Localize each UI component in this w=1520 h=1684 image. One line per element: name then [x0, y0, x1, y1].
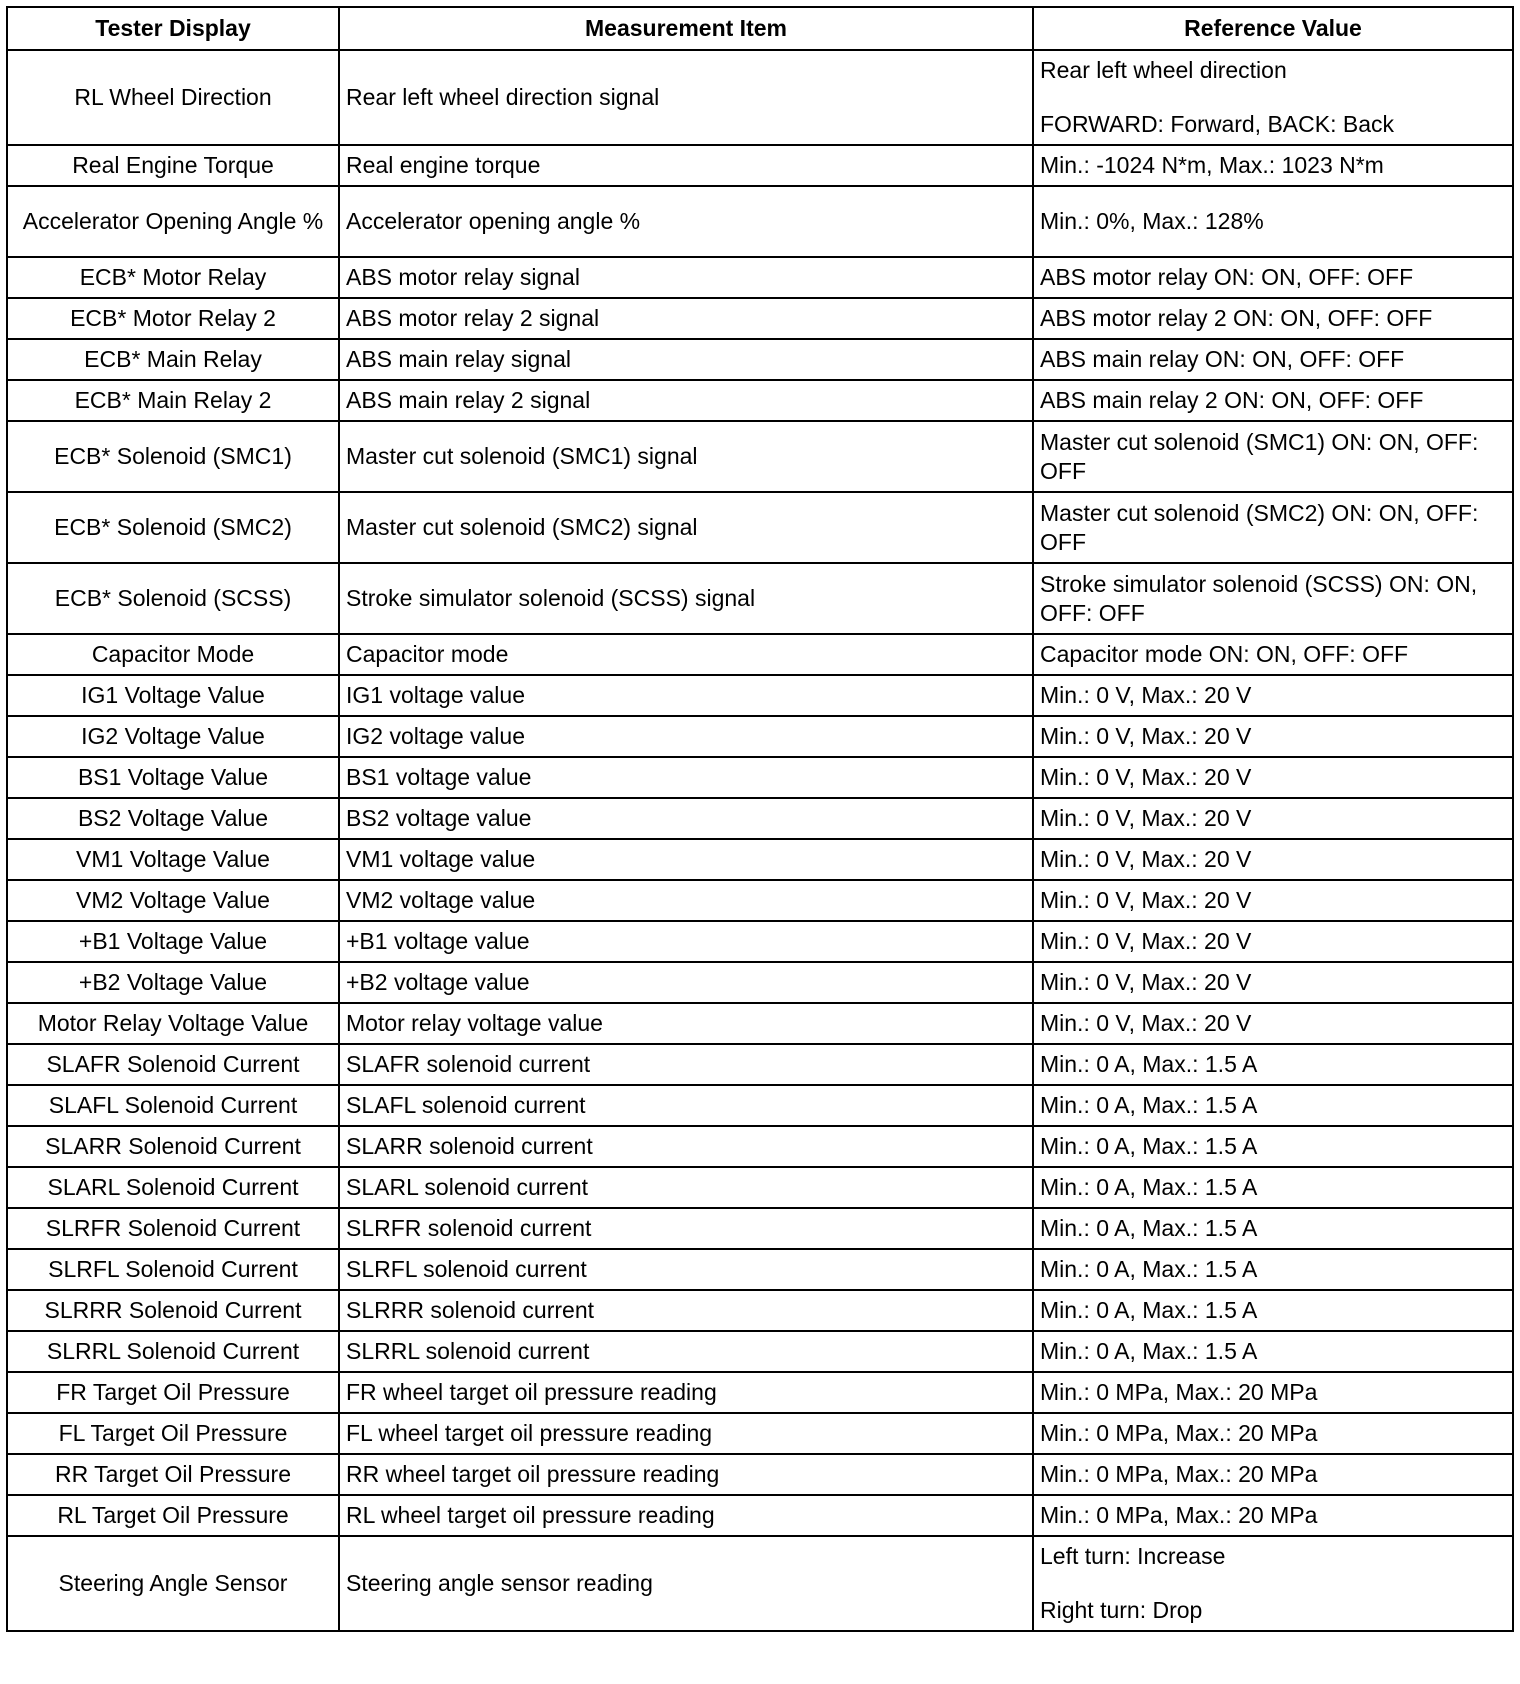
reference-value-line: Left turn: Increase	[1040, 1543, 1226, 1569]
reference-value-line: ABS motor relay ON: ON, OFF: OFF	[1040, 264, 1414, 290]
reference-value-cell	[1033, 1495, 1513, 1536]
header-measurement-item: Measurement Item	[339, 7, 1033, 50]
table-row	[7, 1249, 1513, 1290]
reference-value-cell	[1033, 1372, 1513, 1413]
reference-value-cell	[1033, 563, 1513, 634]
tester-display-cell: ECB* Main Relay 2	[7, 380, 339, 421]
reference-value-cell	[1033, 634, 1513, 675]
table-row	[7, 798, 1513, 839]
reference-value-line: Master cut solenoid (SMC1) ON: ON, OFF: OFF	[1040, 428, 1479, 484]
reference-value-line: Min.: 0 V, Max.: 20 V	[1040, 805, 1252, 831]
reference-value-line: Min.: 0 MPa, Max.: 20 MPa	[1040, 1379, 1318, 1405]
tester-display-cell: RL Wheel Direction	[7, 50, 339, 145]
table-row	[7, 1044, 1513, 1085]
tester-display-cell: ECB* Motor Relay	[7, 257, 339, 298]
tester-display-cell: FL Target Oil Pressure	[7, 1413, 339, 1454]
measurement-item-cell: IG2 voltage value	[339, 716, 1033, 757]
reference-value-cell	[1033, 1249, 1513, 1290]
tester-display-cell: SLRFL Solenoid Current	[7, 1249, 339, 1290]
table-row	[7, 1536, 1513, 1631]
table-row	[7, 1208, 1513, 1249]
reference-value-line: Min.: 0 MPa, Max.: 20 MPa	[1040, 1461, 1318, 1487]
table-row	[7, 839, 1513, 880]
reference-value-cell	[1033, 798, 1513, 839]
reference-value-line: Min.: 0 MPa, Max.: 20 MPa	[1040, 1502, 1318, 1528]
table-row	[7, 1085, 1513, 1126]
measurement-item-cell: SLRFL solenoid current	[339, 1249, 1033, 1290]
reference-value-cell	[1033, 921, 1513, 962]
measurement-item-cell: SLRFR solenoid current	[339, 1208, 1033, 1249]
reference-value-line: Min.: 0 V, Max.: 20 V	[1040, 846, 1252, 872]
tester-display-cell: ECB* Motor Relay 2	[7, 298, 339, 339]
tester-display-cell: RR Target Oil Pressure	[7, 1454, 339, 1495]
reference-value-cell	[1033, 1126, 1513, 1167]
measurement-item-cell: VM2 voltage value	[339, 880, 1033, 921]
measurement-item-cell: Capacitor mode	[339, 634, 1033, 675]
measurement-item-cell: ABS motor relay 2 signal	[339, 298, 1033, 339]
tester-display-cell: IG2 Voltage Value	[7, 716, 339, 757]
table-row	[7, 921, 1513, 962]
reference-value-cell	[1033, 962, 1513, 1003]
measurement-item-cell: Motor relay voltage value	[339, 1003, 1033, 1044]
tester-display-cell: ECB* Solenoid (SCSS)	[7, 563, 339, 634]
reference-value-cell	[1033, 1290, 1513, 1331]
measurement-item-cell: Rear left wheel direction signal	[339, 50, 1033, 145]
table-row	[7, 757, 1513, 798]
measurement-item-cell: +B2 voltage value	[339, 962, 1033, 1003]
reference-value-line: Min.: 0 A, Max.: 1.5 A	[1040, 1338, 1258, 1364]
tester-display-cell: VM2 Voltage Value	[7, 880, 339, 921]
reference-value-cell	[1033, 339, 1513, 380]
table-row	[7, 298, 1513, 339]
measurement-item-cell: BS1 voltage value	[339, 757, 1033, 798]
reference-value-cell	[1033, 1208, 1513, 1249]
table-row	[7, 962, 1513, 1003]
reference-value-cell	[1033, 1167, 1513, 1208]
table-row	[7, 339, 1513, 380]
tester-display-cell: RL Target Oil Pressure	[7, 1495, 339, 1536]
measurement-item-cell: SLAFL solenoid current	[339, 1085, 1033, 1126]
tester-display-cell: Accelerator Opening Angle %	[7, 186, 339, 257]
table-row	[7, 186, 1513, 257]
reference-value-line: Min.: -1024 N*m, Max.: 1023 N*m	[1040, 152, 1384, 178]
table-row	[7, 421, 1513, 492]
measurement-item-cell: Steering angle sensor reading	[339, 1536, 1033, 1631]
table-row	[7, 634, 1513, 675]
reference-value-cell	[1033, 1085, 1513, 1126]
tester-display-cell: SLRRL Solenoid Current	[7, 1331, 339, 1372]
reference-value-cell	[1033, 380, 1513, 421]
table-row	[7, 1413, 1513, 1454]
reference-value-line: Min.: 0 V, Max.: 20 V	[1040, 764, 1252, 790]
reference-value-line: FORWARD: Forward, BACK: Back	[1040, 111, 1395, 137]
table-row	[7, 880, 1513, 921]
reference-value-line: ABS main relay 2 ON: ON, OFF: OFF	[1040, 387, 1424, 413]
tester-display-cell: BS1 Voltage Value	[7, 757, 339, 798]
reference-value-cell	[1033, 145, 1513, 186]
reference-value-line: Capacitor mode ON: ON, OFF: OFF	[1040, 641, 1409, 667]
measurement-item-cell: BS2 voltage value	[339, 798, 1033, 839]
table-row	[7, 145, 1513, 186]
data-table	[6, 6, 1514, 1632]
tester-display-cell: IG1 Voltage Value	[7, 675, 339, 716]
measurement-item-cell: SLARR solenoid current	[339, 1126, 1033, 1167]
table-row	[7, 1290, 1513, 1331]
measurement-item-cell: SLRRL solenoid current	[339, 1331, 1033, 1372]
table-row	[7, 257, 1513, 298]
measurement-item-cell: FL wheel target oil pressure reading	[339, 1413, 1033, 1454]
reference-value-cell	[1033, 716, 1513, 757]
reference-value-line: Min.: 0 V, Max.: 20 V	[1040, 969, 1252, 995]
reference-value-line: Rear left wheel direction	[1040, 57, 1287, 83]
reference-value-line: Min.: 0 V, Max.: 20 V	[1040, 682, 1252, 708]
tester-display-cell: ECB* Main Relay	[7, 339, 339, 380]
header-tester-display: Tester Display	[7, 7, 339, 50]
measurement-item-cell: Master cut solenoid (SMC1) signal	[339, 421, 1033, 492]
reference-value-cell	[1033, 1003, 1513, 1044]
tester-display-cell: Steering Angle Sensor	[7, 1536, 339, 1631]
reference-value-line: Min.: 0 A, Max.: 1.5 A	[1040, 1215, 1258, 1241]
measurement-item-cell: RL wheel target oil pressure reading	[339, 1495, 1033, 1536]
reference-value-cell	[1033, 1413, 1513, 1454]
reference-value-cell	[1033, 1331, 1513, 1372]
measurement-item-cell: ABS main relay 2 signal	[339, 380, 1033, 421]
reference-value-line: Min.: 0 A, Max.: 1.5 A	[1040, 1174, 1258, 1200]
tester-display-cell: BS2 Voltage Value	[7, 798, 339, 839]
reference-value-cell	[1033, 421, 1513, 492]
reference-value-cell	[1033, 298, 1513, 339]
reference-value-cell	[1033, 492, 1513, 563]
measurement-item-cell: SLAFR solenoid current	[339, 1044, 1033, 1085]
reference-value-line: Min.: 0 V, Max.: 20 V	[1040, 887, 1252, 913]
reference-value-line: Stroke simulator solenoid (SCSS) ON: ON, OFF: OFF	[1040, 570, 1478, 626]
reference-value-cell	[1033, 257, 1513, 298]
header-reference-value: Reference Value	[1033, 7, 1513, 50]
table-row	[7, 675, 1513, 716]
table-row	[7, 1372, 1513, 1413]
reference-value-line: Min.: 0 V, Max.: 20 V	[1040, 928, 1252, 954]
table-row	[7, 1454, 1513, 1495]
reference-value-line: Min.: 0 MPa, Max.: 20 MPa	[1040, 1420, 1318, 1446]
tester-display-cell: SLARL Solenoid Current	[7, 1167, 339, 1208]
table-row	[7, 1003, 1513, 1044]
reference-value-cell	[1033, 757, 1513, 798]
tester-display-cell: SLAFL Solenoid Current	[7, 1085, 339, 1126]
reference-value-cell	[1033, 1536, 1513, 1631]
tester-display-cell: FR Target Oil Pressure	[7, 1372, 339, 1413]
reference-value-line: Min.: 0 V, Max.: 20 V	[1040, 1010, 1252, 1036]
reference-value-line: Right turn: Drop	[1040, 1597, 1203, 1623]
reference-value-line: ABS main relay ON: ON, OFF: OFF	[1040, 346, 1405, 372]
tester-display-cell: SLARR Solenoid Current	[7, 1126, 339, 1167]
tester-display-cell: +B2 Voltage Value	[7, 962, 339, 1003]
reference-value-line: Min.: 0 A, Max.: 1.5 A	[1040, 1297, 1258, 1323]
measurement-item-cell: ABS motor relay signal	[339, 257, 1033, 298]
tester-display-cell: +B1 Voltage Value	[7, 921, 339, 962]
table-row	[7, 1167, 1513, 1208]
reference-value-cell	[1033, 880, 1513, 921]
table-row	[7, 380, 1513, 421]
reference-value-line: Min.: 0 A, Max.: 1.5 A	[1040, 1256, 1258, 1282]
reference-value-line: Min.: 0 A, Max.: 1.5 A	[1040, 1092, 1258, 1118]
table-row	[7, 716, 1513, 757]
reference-value-cell	[1033, 1454, 1513, 1495]
measurement-item-cell: ABS main relay signal	[339, 339, 1033, 380]
table-row	[7, 1126, 1513, 1167]
table-row	[7, 1495, 1513, 1536]
measurement-item-cell: Master cut solenoid (SMC2) signal	[339, 492, 1033, 563]
table-body	[7, 50, 1513, 1631]
reference-value-cell	[1033, 675, 1513, 716]
tester-display-cell: SLAFR Solenoid Current	[7, 1044, 339, 1085]
reference-value-cell	[1033, 839, 1513, 880]
table-row	[7, 1331, 1513, 1372]
measurement-item-cell: RR wheel target oil pressure reading	[339, 1454, 1033, 1495]
measurement-item-cell: SLARL solenoid current	[339, 1167, 1033, 1208]
reference-value-line: Min.: 0 V, Max.: 20 V	[1040, 723, 1252, 749]
table-row	[7, 492, 1513, 563]
measurement-item-cell: FR wheel target oil pressure reading	[339, 1372, 1033, 1413]
tester-display-cell: SLRFR Solenoid Current	[7, 1208, 339, 1249]
tester-display-cell: Capacitor Mode	[7, 634, 339, 675]
measurement-item-cell: Stroke simulator solenoid (SCSS) signal	[339, 563, 1033, 634]
table-row	[7, 50, 1513, 145]
measurement-item-cell: Accelerator opening angle %	[339, 186, 1033, 257]
reference-value-cell	[1033, 186, 1513, 257]
header-row	[7, 7, 1513, 50]
measurement-item-cell: SLRRR solenoid current	[339, 1290, 1033, 1331]
measurement-item-cell: IG1 voltage value	[339, 675, 1033, 716]
tester-display-cell: VM1 Voltage Value	[7, 839, 339, 880]
table-row	[7, 563, 1513, 634]
tester-display-cell: ECB* Solenoid (SMC1)	[7, 421, 339, 492]
reference-value-line: Master cut solenoid (SMC2) ON: ON, OFF: OFF	[1040, 499, 1479, 555]
reference-value-line: Min.: 0 A, Max.: 1.5 A	[1040, 1133, 1258, 1159]
tester-display-cell: ECB* Solenoid (SMC2)	[7, 492, 339, 563]
tester-display-cell: SLRRR Solenoid Current	[7, 1290, 339, 1331]
measurement-item-cell: +B1 voltage value	[339, 921, 1033, 962]
measurement-item-cell: VM1 voltage value	[339, 839, 1033, 880]
tester-display-cell: Real Engine Torque	[7, 145, 339, 186]
measurement-item-cell: Real engine torque	[339, 145, 1033, 186]
reference-value-cell	[1033, 1044, 1513, 1085]
reference-value-line: ABS motor relay 2 ON: ON, OFF: OFF	[1040, 305, 1433, 331]
tester-display-cell: Motor Relay Voltage Value	[7, 1003, 339, 1044]
reference-value-line: Min.: 0%, Max.: 128%	[1040, 208, 1264, 234]
reference-value-line: Min.: 0 A, Max.: 1.5 A	[1040, 1051, 1258, 1077]
reference-value-cell	[1033, 50, 1513, 145]
